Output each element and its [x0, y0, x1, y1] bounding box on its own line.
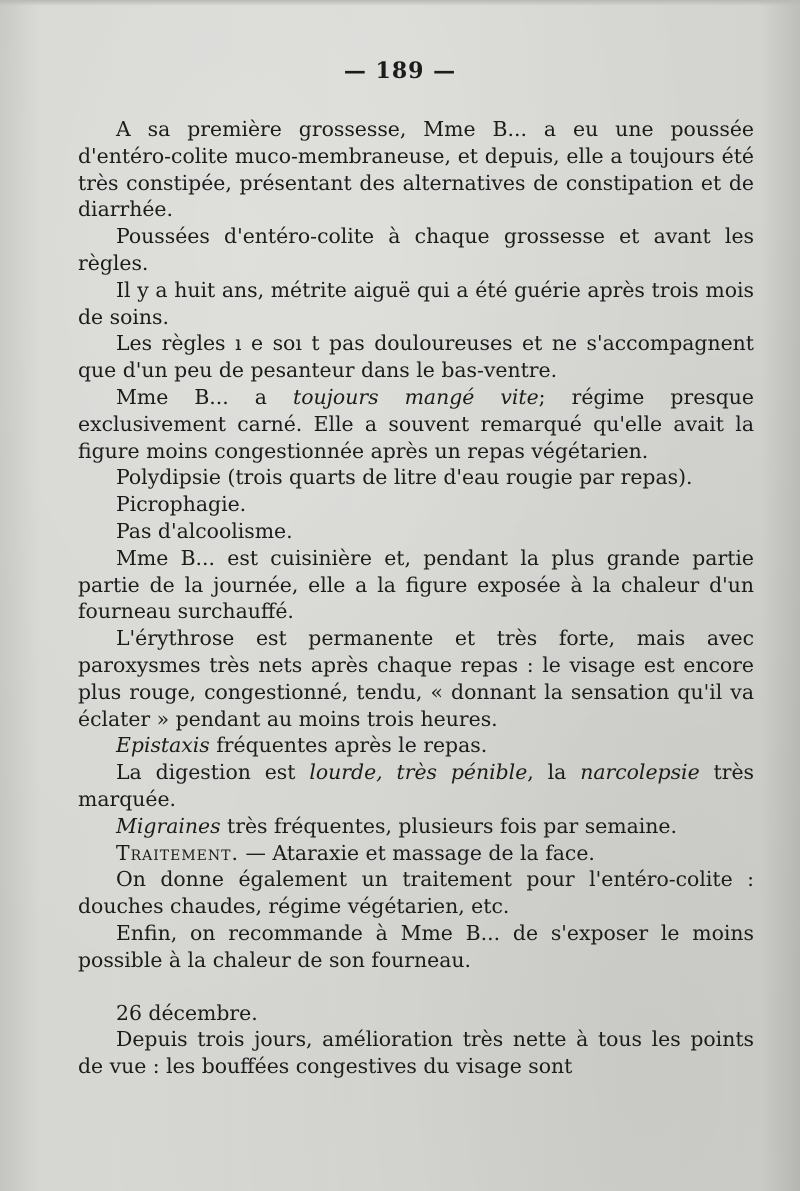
- text-run: ; régime presque exclusivement carné. Elle a souvent remarqué qu'elle avait la figure moins congestionnée après un repas végétarien.: [78, 384, 754, 463]
- paragraph-menses: Les règles ı e soı t pas douloureuses et ne s'accompagnent que d'un peu de pesanteur dans le bas-ventre.: [78, 331, 754, 383]
- text-run: — Ataraxie et massage de la face.: [238, 840, 595, 865]
- text-run: , la: [527, 760, 581, 785]
- italic-run: Epistaxis: [116, 733, 210, 758]
- text-run: très marquée.: [78, 760, 754, 811]
- paragraph-first-pregnancy: A sa première grossesse, Mme B... a eu une poussée d'entéro-colite muco-membraneuse, et depuis, elle a toujours été très constipée, présentant des alternatives de constipation et de diarrhée.: [78, 117, 754, 222]
- italic-run: narcolepsie: [580, 760, 700, 785]
- paragraph-metritis: Il y a huit ans, métrite aiguë qui a été guérie après trois mois de soins.: [78, 277, 754, 329]
- paragraph-occupation: Mme B... est cuisinière et, pendant la plus grande partie partie de la journée, elle a la figure exposée à la chaleur d'un fourneau surchauffé.: [78, 545, 754, 624]
- text-run: La digestion est: [116, 760, 310, 785]
- paragraph-migraines: [78, 813, 754, 840]
- italic-run: lourde, très pénible: [309, 760, 528, 785]
- paragraph-recommendation: Enfin, on recommande à Mme B... de s'exposer le moins possible à la chaleur de son fourneau.: [78, 920, 754, 972]
- paragraph-improvement: Depuis trois jours, amélioration très nette à tous les points de vue : les bouffées congestives du visage sont: [78, 1027, 754, 1079]
- text-run: très fréquentes, plusieurs fois par semaine.: [220, 813, 677, 838]
- paragraph-enterocolitis: Poussées d'entéro-colite à chaque grossesse et avant les règles.: [78, 224, 754, 275]
- text-run: fréquentes après le repas.: [209, 733, 488, 758]
- paragraph-erythrosis: L'érythrose est permanente et très forte, mais avec paroxysmes très nets après chaque repas : le visage est encore plus rouge, congestionné, tendu, « donnant la sensation qu'il va éclater » pendant au moins trois heures.: [78, 626, 754, 731]
- italic-run: Migraines: [116, 813, 221, 838]
- paragraph-epistaxis: [78, 732, 754, 759]
- page-number: — 189 —: [343, 58, 457, 84]
- italic-run: toujours mangé vite: [293, 384, 539, 409]
- text-run: Mme B... a: [116, 384, 293, 409]
- body-text: [78, 116, 754, 1080]
- scan-shadow: [0, 0, 800, 6]
- paragraph-treatment: [78, 840, 754, 867]
- paragraph-treatment-enterocolitis: On donne également un traitement pour l'entéro-colite : douches chaudes, régime végétarien, etc.: [78, 867, 754, 919]
- paragraph-polydipsia: Polydipsie (trois quarts de litre d'eau rougie par repas).: [116, 465, 693, 490]
- paragraph-diet: [78, 384, 754, 464]
- paragraph-date: 26 décembre.: [116, 1000, 258, 1025]
- treatment-heading: Traitement.: [116, 840, 239, 865]
- paragraph-digestion: [78, 759, 754, 813]
- paragraph-alcoholism: Pas d'alcoolisme.: [116, 518, 293, 543]
- paragraph-picrophagia: Picrophagie.: [116, 492, 247, 517]
